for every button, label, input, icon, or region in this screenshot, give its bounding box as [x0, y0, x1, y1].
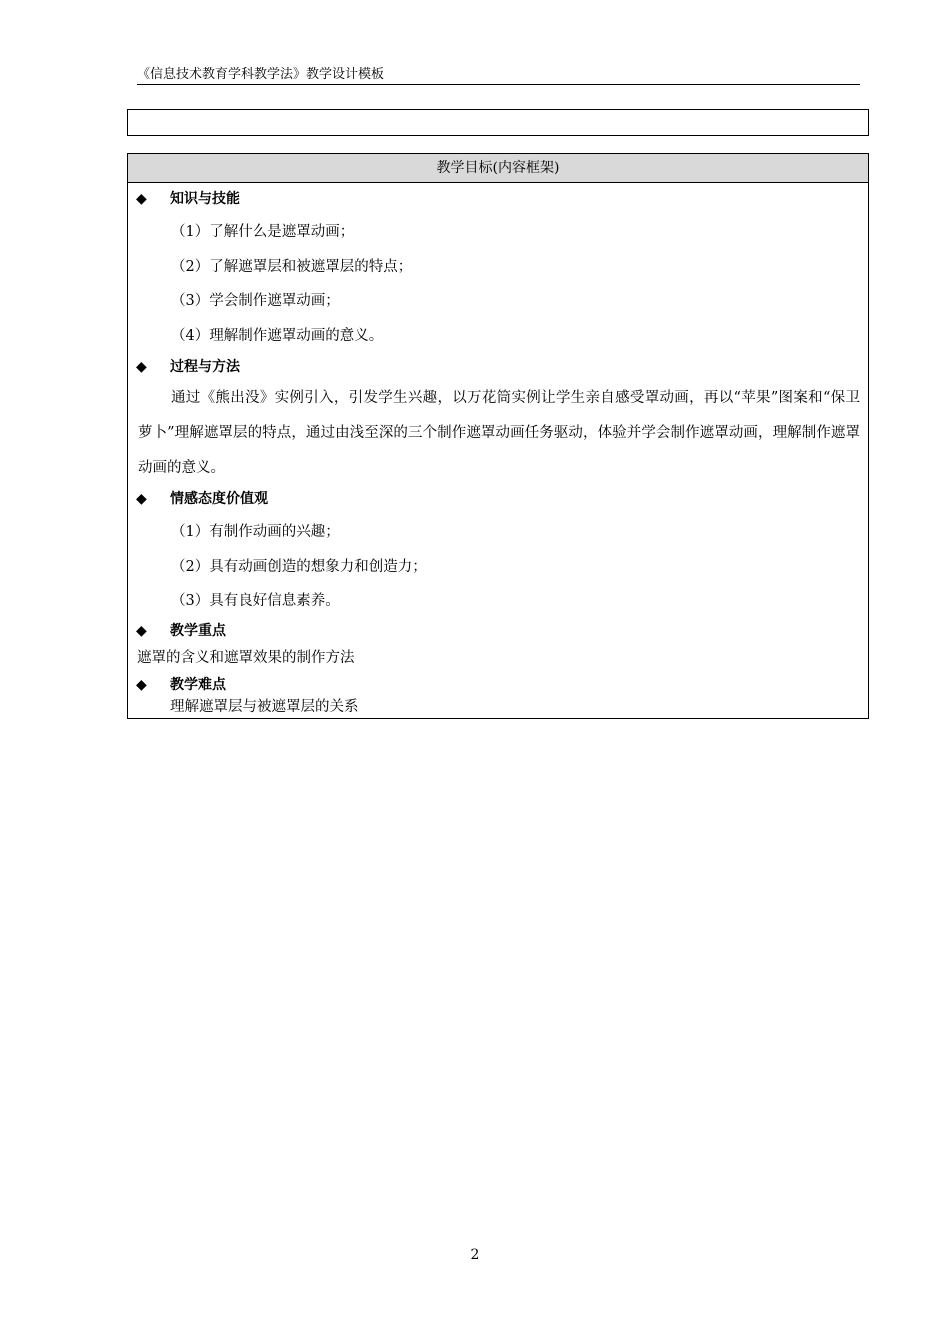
document-header: 《信息技术教育学科教学法》教学设计模板 — [137, 66, 860, 85]
emotion-heading: 情感态度价值观 — [170, 491, 268, 507]
knowledge-heading: 知识与技能 — [170, 191, 240, 207]
knowledge-item: （2）了解遮罩层和被遮罩层的特点； — [171, 259, 413, 275]
emotion-item: （1）有制作动画的兴趣； — [171, 524, 340, 540]
diamond-bullet-icon: ◆ — [136, 677, 147, 693]
knowledge-item: （4）理解制作遮罩动画的意义。 — [171, 328, 384, 344]
knowledge-item: （3）学会制作遮罩动画； — [171, 293, 340, 309]
diamond-bullet-icon: ◆ — [136, 491, 147, 507]
page-number: 2 — [470, 1247, 480, 1263]
objectives-table — [127, 153, 869, 719]
emotion-item: （3）具有良好信息素养。 — [171, 593, 340, 609]
objectives-title: 教学目标(内容框架) — [128, 154, 868, 183]
process-paragraph: 通过《熊出没》实例引入，引发学生兴趣，以万花筒实例让学生亲自感受罩动画，再以“苹果”图案和“保卫萝卜”理解遮罩层的特点，通过由浅至深的三个制作遮罩动画任务驱动，体验并学会制作遮罩动画，理解制作遮罩动画的意义。 — [138, 390, 860, 476]
diamond-bullet-icon: ◆ — [136, 191, 147, 207]
diamond-bullet-icon: ◆ — [136, 359, 147, 375]
difficulty-heading: 教学难点 — [170, 677, 226, 693]
key-point-heading: 教学重点 — [170, 623, 226, 639]
key-point-text: 遮罩的含义和遮罩效果的制作方法 — [137, 650, 355, 666]
emotion-item: （2）具有动画创造的想象力和创造力； — [171, 559, 427, 575]
empty-table-row — [127, 109, 869, 136]
knowledge-item: （1）了解什么是遮罩动画； — [171, 224, 355, 240]
difficulty-text: 理解遮罩层与被遮罩层的关系 — [170, 699, 359, 715]
diamond-bullet-icon: ◆ — [136, 623, 147, 639]
process-heading: 过程与方法 — [170, 359, 240, 375]
